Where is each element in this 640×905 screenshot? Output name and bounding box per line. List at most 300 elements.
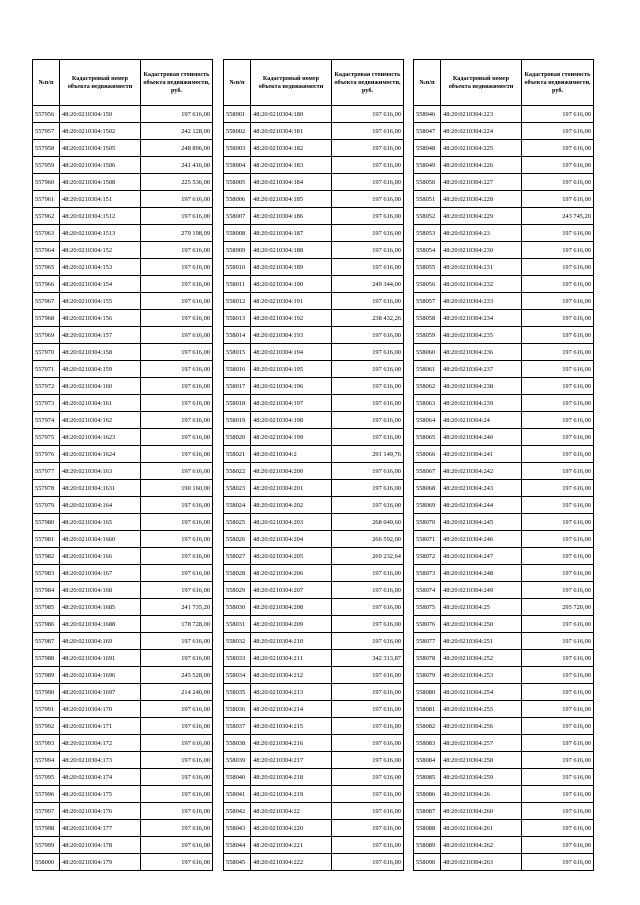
cadastral-value: 197 616,00	[522, 344, 594, 361]
cadastral-number: 48:20:0210304:245	[441, 514, 522, 531]
cadastral-number: 48:20:0210304:230	[441, 242, 522, 259]
row-number: 557999	[33, 837, 60, 854]
cadastral-number: 48:20:0210304:244	[441, 497, 522, 514]
cadastral-value: 197 616,00	[522, 395, 594, 412]
cadastral-number: 48:20:0210304:221	[251, 837, 332, 854]
cadastral-value: 197 616,00	[332, 174, 404, 191]
row-number: 558054	[414, 242, 441, 259]
row-number: 557957	[33, 123, 60, 140]
row-number: 558056	[414, 276, 441, 293]
table-row	[33, 378, 213, 395]
table-row	[224, 174, 404, 191]
cadastral-value: 197 616,00	[141, 191, 213, 208]
row-number: 558036	[224, 701, 251, 718]
table-row	[224, 667, 404, 684]
cadastral-number: 48:20:0210304:26	[441, 786, 522, 803]
cadastral-value: 342 313,87	[332, 650, 404, 667]
cadastral-value: 197 616,00	[332, 140, 404, 157]
cadastral-value: 197 616,00	[522, 854, 594, 871]
table-row	[224, 395, 404, 412]
row-number: 557966	[33, 276, 60, 293]
cadastral-value: 197 616,00	[332, 701, 404, 718]
table-row	[33, 242, 213, 259]
row-number: 557997	[33, 803, 60, 820]
cadastral-number: 48:20:0210304:247	[441, 548, 522, 565]
table-row	[33, 412, 213, 429]
cadastral-number: 48:20:0210304:160	[60, 378, 141, 395]
row-number: 558006	[224, 191, 251, 208]
table-row	[224, 140, 404, 157]
table-row	[414, 157, 594, 174]
cadastral-value: 197 616,00	[141, 276, 213, 293]
table-row	[33, 208, 213, 225]
table-row	[414, 582, 594, 599]
cadastral-number: 48:20:0210304:243	[441, 480, 522, 497]
cadastral-value: 197 616,00	[141, 310, 213, 327]
row-number: 558063	[414, 395, 441, 412]
cadastral-value: 197 616,00	[141, 769, 213, 786]
cadastral-value: 178 728,00	[141, 616, 213, 633]
cadastral-number: 48:20:0210304:217	[251, 752, 332, 769]
cadastral-value: 197 616,00	[522, 531, 594, 548]
row-number: 558065	[414, 429, 441, 446]
row-number: 557983	[33, 565, 60, 582]
row-number: 558043	[224, 820, 251, 837]
cadastral-number: 48:20:0210304:263	[441, 854, 522, 871]
row-number: 558001	[224, 106, 251, 123]
table-row	[414, 531, 594, 548]
row-number: 558089	[414, 837, 441, 854]
row-number: 558058	[414, 310, 441, 327]
cadastral-value: 197 616,00	[141, 548, 213, 565]
row-number: 558008	[224, 225, 251, 242]
table-row	[224, 293, 404, 310]
row-number: 557998	[33, 820, 60, 837]
row-number: 558025	[224, 514, 251, 531]
row-number: 558017	[224, 378, 251, 395]
table-row	[33, 616, 213, 633]
table-row	[414, 633, 594, 650]
header-cadastral-number: Кадастровый номер объекта недвижимости	[441, 60, 522, 106]
cadastral-value: 197 616,00	[332, 718, 404, 735]
table-row	[33, 548, 213, 565]
cadastral-number: 48:20:0210304:240	[441, 429, 522, 446]
cadastral-value: 197 616,00	[141, 361, 213, 378]
cadastral-value: 197 616,00	[522, 616, 594, 633]
row-number: 557984	[33, 582, 60, 599]
row-number: 558032	[224, 633, 251, 650]
cadastral-value: 197 616,00	[332, 293, 404, 310]
row-number: 558039	[224, 752, 251, 769]
cadastral-value: 197 616,00	[522, 378, 594, 395]
table-row	[414, 803, 594, 820]
cadastral-value: 197 616,00	[141, 514, 213, 531]
cadastral-value: 197 616,00	[332, 752, 404, 769]
cadastral-number: 48:20:0210304:248	[441, 565, 522, 582]
cadastral-number: 48:20:0210304:219	[251, 786, 332, 803]
table-row	[33, 786, 213, 803]
row-number: 558088	[414, 820, 441, 837]
cadastral-number: 48:20:0210304:182	[251, 140, 332, 157]
cadastral-value: 197 616,00	[522, 701, 594, 718]
cadastral-value: 190 160,00	[141, 480, 213, 497]
row-number: 557967	[33, 293, 60, 310]
cadastral-value: 241 416,00	[141, 157, 213, 174]
table-row	[414, 837, 594, 854]
cadastral-number: 48:20:0210304:238	[441, 378, 522, 395]
cadastral-number: 48:20:0210304:186	[251, 208, 332, 225]
cadastral-value: 197 616,00	[332, 735, 404, 752]
cadastral-number: 48:20:0210304:195	[251, 361, 332, 378]
table-row	[224, 106, 404, 123]
cadastral-value: 197 616,00	[522, 565, 594, 582]
row-number: 558079	[414, 667, 441, 684]
cadastral-number: 48:20:0210304:234	[441, 310, 522, 327]
row-number: 557962	[33, 208, 60, 225]
cadastral-value: 197 616,00	[332, 395, 404, 412]
row-number: 557960	[33, 174, 60, 191]
row-number: 558083	[414, 735, 441, 752]
cadastral-number: 48:20:0210304:260	[441, 803, 522, 820]
cadastral-value: 197 616,00	[522, 718, 594, 735]
table-body	[33, 106, 213, 871]
row-number: 558049	[414, 157, 441, 174]
table-row	[224, 497, 404, 514]
table-row	[224, 225, 404, 242]
cadastral-number: 48:20:0210304:254	[441, 684, 522, 701]
cadastral-number: 48:20:0210304:159	[60, 361, 141, 378]
cadastral-number: 48:20:0210304:1631	[60, 480, 141, 497]
cadastral-number: 48:20:0210304:1691	[60, 650, 141, 667]
row-number: 558087	[414, 803, 441, 820]
table-row	[414, 310, 594, 327]
cadastral-number: 48:20:0210304:227	[441, 174, 522, 191]
cadastral-value: 197 616,00	[522, 327, 594, 344]
table-row	[224, 531, 404, 548]
table-row	[33, 429, 213, 446]
row-number: 558066	[414, 446, 441, 463]
cadastral-table-3	[413, 59, 594, 871]
table-row	[414, 820, 594, 837]
table-row	[224, 820, 404, 837]
cadastral-number: 48:20:0210304:181	[251, 123, 332, 140]
cadastral-value: 197 616,00	[332, 463, 404, 480]
table-row	[414, 480, 594, 497]
cadastral-value: 214 240,00	[141, 684, 213, 701]
table-row	[224, 327, 404, 344]
table-row	[414, 616, 594, 633]
cadastral-value: 197 616,00	[332, 480, 404, 497]
table-row	[224, 344, 404, 361]
cadastral-value: 197 616,00	[522, 786, 594, 803]
cadastral-number: 48:20:0210304:242	[441, 463, 522, 480]
table-row	[33, 684, 213, 701]
cadastral-number: 48:20:0210304:151	[60, 191, 141, 208]
cadastral-number: 48:20:0210304:180	[251, 106, 332, 123]
table-row	[414, 361, 594, 378]
cadastral-number: 48:20:0210304:158	[60, 344, 141, 361]
table-body	[224, 106, 404, 871]
cadastral-number: 48:20:0210304:1513	[60, 225, 141, 242]
table-row	[224, 752, 404, 769]
cadastral-value: 197 616,00	[332, 327, 404, 344]
cadastral-number: 48:20:0210304:237	[441, 361, 522, 378]
table-row	[224, 480, 404, 497]
cadastral-number: 48:20:0210304:1508	[60, 174, 141, 191]
table-row	[33, 276, 213, 293]
table-row	[33, 361, 213, 378]
row-number: 558074	[414, 582, 441, 599]
table-row	[224, 633, 404, 650]
table-row	[224, 378, 404, 395]
row-number: 558064	[414, 412, 441, 429]
row-number: 558067	[414, 463, 441, 480]
cadastral-value: 197 616,00	[141, 344, 213, 361]
cadastral-table-2	[223, 59, 404, 871]
table-row	[414, 497, 594, 514]
cadastral-value: 197 616,00	[522, 157, 594, 174]
table-row	[414, 429, 594, 446]
cadastral-number: 48:20:0210304:204	[251, 531, 332, 548]
cadastral-value: 197 616,00	[332, 429, 404, 446]
row-number: 558042	[224, 803, 251, 820]
table-row	[224, 361, 404, 378]
cadastral-number: 48:20:0210304:171	[60, 718, 141, 735]
table-row	[414, 242, 594, 259]
cadastral-value: 197 616,00	[141, 395, 213, 412]
table-row	[414, 769, 594, 786]
table-row	[33, 531, 213, 548]
row-number: 558015	[224, 344, 251, 361]
table-row	[414, 514, 594, 531]
cadastral-value: 197 616,00	[141, 429, 213, 446]
cadastral-number: 48:20:0210304:178	[60, 837, 141, 854]
cadastral-value: 197 616,00	[522, 633, 594, 650]
row-number: 558031	[224, 616, 251, 633]
cadastral-value: 197 616,00	[332, 769, 404, 786]
cadastral-value: 197 616,00	[522, 276, 594, 293]
table-row	[33, 157, 213, 174]
cadastral-number: 48:20:0210304:1688	[60, 616, 141, 633]
row-number: 557978	[33, 480, 60, 497]
row-number: 558038	[224, 735, 251, 752]
row-number: 558014	[224, 327, 251, 344]
table-row	[414, 140, 594, 157]
row-number: 557989	[33, 667, 60, 684]
row-number: 557982	[33, 548, 60, 565]
table-row	[224, 463, 404, 480]
row-number: 557961	[33, 191, 60, 208]
row-number: 558069	[414, 497, 441, 514]
row-number: 558023	[224, 480, 251, 497]
cadastral-value: 197 616,00	[522, 820, 594, 837]
row-number: 557995	[33, 769, 60, 786]
row-number: 557964	[33, 242, 60, 259]
table-row	[33, 446, 213, 463]
row-number: 558016	[224, 361, 251, 378]
cadastral-number: 48:20:0210304:187	[251, 225, 332, 242]
row-number: 557970	[33, 344, 60, 361]
table-row	[33, 259, 213, 276]
row-number: 558055	[414, 259, 441, 276]
table-row	[414, 276, 594, 293]
table-row	[414, 752, 594, 769]
table-row	[414, 174, 594, 191]
cadastral-number: 48:20:0210304:161	[60, 395, 141, 412]
table-row	[224, 684, 404, 701]
table-row	[414, 599, 594, 616]
row-number: 558050	[414, 174, 441, 191]
cadastral-number: 48:20:0210304:156	[60, 310, 141, 327]
table-row	[414, 395, 594, 412]
cadastral-value: 197 616,00	[522, 293, 594, 310]
table-row	[33, 480, 213, 497]
cadastral-number: 48:20:0210304:212	[251, 667, 332, 684]
cadastral-number: 48:20:0210304:184	[251, 174, 332, 191]
cadastral-number: 48:20:0210304:1685	[60, 599, 141, 616]
cadastral-value: 197 616,00	[332, 378, 404, 395]
cadastral-value: 197 616,00	[141, 208, 213, 225]
cadastral-value: 197 616,00	[522, 191, 594, 208]
cadastral-number: 48:20:0210304:259	[441, 769, 522, 786]
cadastral-number: 48:20:0210304:166	[60, 548, 141, 565]
table-row	[33, 174, 213, 191]
cadastral-value: 197 616,00	[141, 650, 213, 667]
row-number: 558033	[224, 650, 251, 667]
cadastral-value: 279 198,09	[141, 225, 213, 242]
cadastral-number: 48:20:0210304:169	[60, 633, 141, 650]
row-number: 558003	[224, 140, 251, 157]
cadastral-number: 48:20:0210304:249	[441, 582, 522, 599]
cadastral-number: 48:20:0210304:198	[251, 412, 332, 429]
cadastral-number: 48:20:0210304:185	[251, 191, 332, 208]
cadastral-value: 295 720,00	[522, 599, 594, 616]
cadastral-number: 48:20:0210304:215	[251, 718, 332, 735]
header-cadastral-value: Кадастровая стоимость объекта недвижимости, руб.	[332, 60, 404, 106]
row-number: 558077	[414, 633, 441, 650]
cadastral-number: 48:20:0210304:200	[251, 463, 332, 480]
table-row	[414, 327, 594, 344]
table-row	[414, 225, 594, 242]
row-number: 558059	[414, 327, 441, 344]
row-number: 557975	[33, 429, 60, 446]
cadastral-value: 197 616,00	[522, 667, 594, 684]
cadastral-value: 197 616,00	[332, 497, 404, 514]
table-row	[414, 854, 594, 871]
cadastral-number: 48:20:0210304:255	[441, 701, 522, 718]
table-row	[414, 650, 594, 667]
table-row	[224, 242, 404, 259]
cadastral-number: 48:20:0210304:1505	[60, 140, 141, 157]
table-row	[224, 650, 404, 667]
row-number: 557956	[33, 106, 60, 123]
cadastral-number: 48:20:0210304:208	[251, 599, 332, 616]
cadastral-value: 197 616,00	[522, 735, 594, 752]
cadastral-value: 197 616,00	[522, 123, 594, 140]
cadastral-value: 197 616,00	[332, 191, 404, 208]
cadastral-value: 197 616,00	[522, 548, 594, 565]
table-row	[33, 293, 213, 310]
cadastral-number: 48:20:0210304:250	[441, 616, 522, 633]
row-number: 558002	[224, 123, 251, 140]
cadastral-number: 48:20:0210304:202	[251, 497, 332, 514]
cadastral-number: 48:20:0210304:209	[251, 616, 332, 633]
header-row	[33, 60, 213, 106]
table-row	[414, 446, 594, 463]
table-row	[33, 565, 213, 582]
table-row	[33, 633, 213, 650]
row-number: 558078	[414, 650, 441, 667]
cadastral-number: 48:20:0210304:174	[60, 769, 141, 786]
cadastral-number: 48:20:0210304:150	[60, 106, 141, 123]
cadastral-value: 197 616,00	[141, 718, 213, 735]
table-row	[33, 803, 213, 820]
cadastral-value: 197 616,00	[332, 633, 404, 650]
row-number: 558053	[414, 225, 441, 242]
cadastral-value: 197 616,00	[332, 854, 404, 871]
cadastral-number: 48:20:0210304:201	[251, 480, 332, 497]
table-row	[33, 769, 213, 786]
table-row	[33, 140, 213, 157]
row-number: 557974	[33, 412, 60, 429]
cadastral-number: 48:20:0210304:220	[251, 820, 332, 837]
cadastral-value: 197 616,00	[332, 684, 404, 701]
cadastral-value: 197 616,00	[332, 225, 404, 242]
table-row	[33, 514, 213, 531]
row-number: 557971	[33, 361, 60, 378]
row-number: 557969	[33, 327, 60, 344]
cadastral-value: 197 616,00	[332, 208, 404, 225]
cadastral-value: 197 616,00	[332, 242, 404, 259]
cadastral-number: 48:20:0210304:252	[441, 650, 522, 667]
row-number: 558030	[224, 599, 251, 616]
cadastral-number: 48:20:0210304:222	[251, 854, 332, 871]
table-row	[33, 837, 213, 854]
cadastral-value: 243 745,20	[522, 208, 594, 225]
row-number: 558034	[224, 667, 251, 684]
cadastral-number: 48:20:0210304:207	[251, 582, 332, 599]
cadastral-number: 48:20:0210304:194	[251, 344, 332, 361]
table-row	[414, 412, 594, 429]
table-row	[33, 395, 213, 412]
table-row	[414, 106, 594, 123]
cadastral-number: 48:20:0210304:251	[441, 633, 522, 650]
cadastral-number: 48:20:0210304:175	[60, 786, 141, 803]
cadastral-number: 48:20:0210304:1697	[60, 684, 141, 701]
table-row	[224, 854, 404, 871]
row-number: 558061	[414, 361, 441, 378]
cadastral-number: 48:20:0210304:192	[251, 310, 332, 327]
cadastral-number: 48:20:0210304:155	[60, 293, 141, 310]
row-number: 558073	[414, 565, 441, 582]
cadastral-number: 48:20:0210304:152	[60, 242, 141, 259]
cadastral-number: 48:20:0210304:193	[251, 327, 332, 344]
cadastral-value: 241 735,20	[141, 599, 213, 616]
cadastral-value: 197 616,00	[141, 463, 213, 480]
cadastral-number: 48:20:0210304:214	[251, 701, 332, 718]
row-number: 557985	[33, 599, 60, 616]
table-row	[224, 735, 404, 752]
table-row	[33, 599, 213, 616]
table-row	[224, 565, 404, 582]
cadastral-value: 197 616,00	[141, 293, 213, 310]
table-row	[224, 276, 404, 293]
row-number: 557976	[33, 446, 60, 463]
cadastral-value: 266 592,00	[332, 531, 404, 548]
row-number: 558005	[224, 174, 251, 191]
cadastral-number: 48:20:0210304:256	[441, 718, 522, 735]
row-number: 558004	[224, 157, 251, 174]
